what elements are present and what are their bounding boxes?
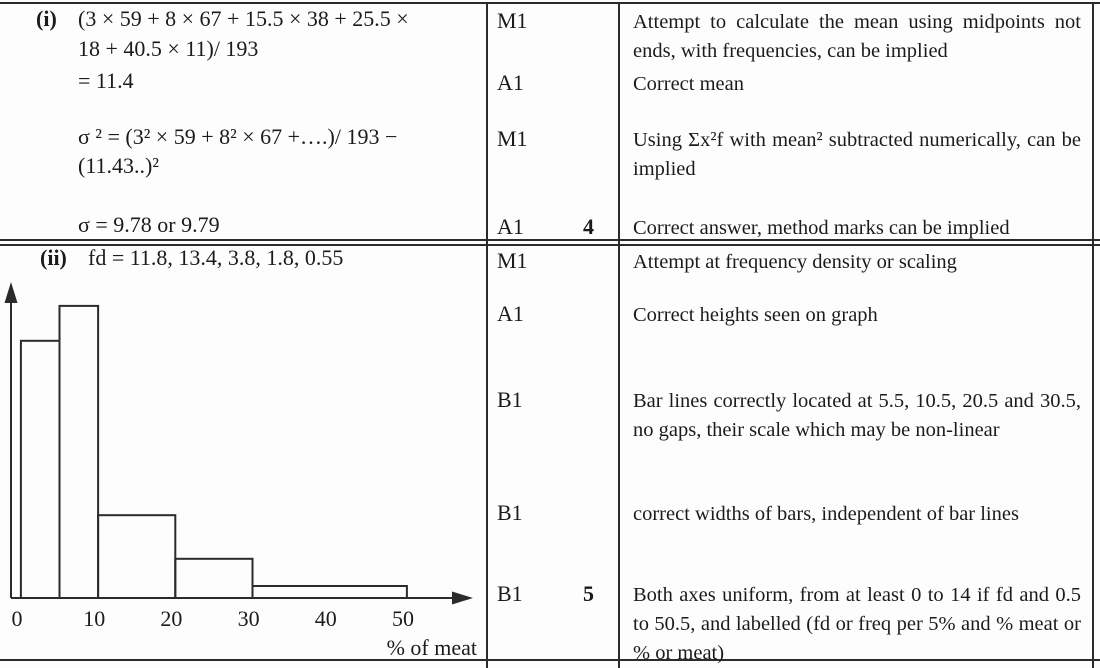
x-tick-label: 0 xyxy=(11,606,23,631)
part-label-ii: (ii) xyxy=(40,245,67,270)
mean-result-line: = 11.4 xyxy=(78,68,134,93)
histogram-bar xyxy=(253,586,407,598)
mark-code: M1 xyxy=(497,126,528,151)
table-top-border xyxy=(0,2,1100,4)
mark-comment: Both axes uniform, from at least 0 to 14 if fd and 0.5 to 50.5, and labelled (fd or freq per 5% and % meat or % or meat) xyxy=(633,584,1081,664)
histogram-bar xyxy=(21,341,60,598)
mark-comment: Correct heights seen on graph xyxy=(633,304,878,326)
mark-comment: correct widths of bars, independent of bar lines xyxy=(633,503,1019,525)
mark-total: 5 xyxy=(583,581,594,606)
histogram-chart xyxy=(0,270,487,668)
mark-comment: Using Σx²f with mean² subtracted numerically, can be implied xyxy=(633,129,1081,180)
mark-code: B1 xyxy=(497,500,523,525)
mean-working-line-1: (3 × 59 + 8 × 67 + 15.5 × 38 + 25.5 × xyxy=(78,6,409,31)
y-axis-arrow-icon xyxy=(5,282,18,303)
mark-total: 4 xyxy=(583,214,594,239)
mean-squared-line: (11.43..)² xyxy=(78,153,159,178)
mark-code: M1 xyxy=(497,248,528,273)
mark-code: A1 xyxy=(497,70,524,95)
mark-comment: Bar lines correctly located at 5.5, 10.5, 20.5 and 30.5, no gaps, their scale which may be non-linear xyxy=(633,390,1081,441)
part-label-i: (i) xyxy=(36,6,57,31)
mark-code: M1 xyxy=(497,8,528,33)
table-right-border xyxy=(1092,2,1094,668)
mark-comment: Attempt to calculate the mean using midpoints not ends, with frequencies, can be implied xyxy=(633,11,1081,62)
mark-code: B1 xyxy=(497,581,523,606)
mean-working-line-2: 18 + 40.5 × 11)/ 193 xyxy=(78,36,259,61)
x-tick-label: 10 xyxy=(83,606,106,631)
mark-code: A1 xyxy=(497,301,524,326)
histogram-bar xyxy=(175,559,252,598)
histogram-bar xyxy=(98,515,175,598)
x-axis-arrow-icon xyxy=(452,592,473,605)
column-divider-marks-comments xyxy=(618,2,620,668)
mark-code: A1 xyxy=(497,214,524,239)
mark-comment: Correct mean xyxy=(633,73,744,95)
sigma-result-line: σ = 9.78 or 9.79 xyxy=(78,212,220,237)
x-tick-label: 50 xyxy=(392,606,414,631)
frequency-density-line: fd = 11.8, 13.4, 3.8, 1.8, 0.55 xyxy=(88,245,344,270)
x-tick-label: 40 xyxy=(314,606,337,631)
x-axis-label: % of meat xyxy=(386,635,477,660)
x-tick-label: 20 xyxy=(160,606,183,631)
histogram-bar xyxy=(60,306,99,598)
variance-working-line: σ ² = (3² × 59 + 8² × 67 +….)/ 193 − xyxy=(78,124,398,149)
mark-comment: Correct answer, method marks can be implied xyxy=(633,217,1010,239)
mark-code: B1 xyxy=(497,387,523,412)
x-tick-label: 30 xyxy=(237,606,260,631)
mark-comment: Attempt at frequency density or scaling xyxy=(633,251,957,273)
